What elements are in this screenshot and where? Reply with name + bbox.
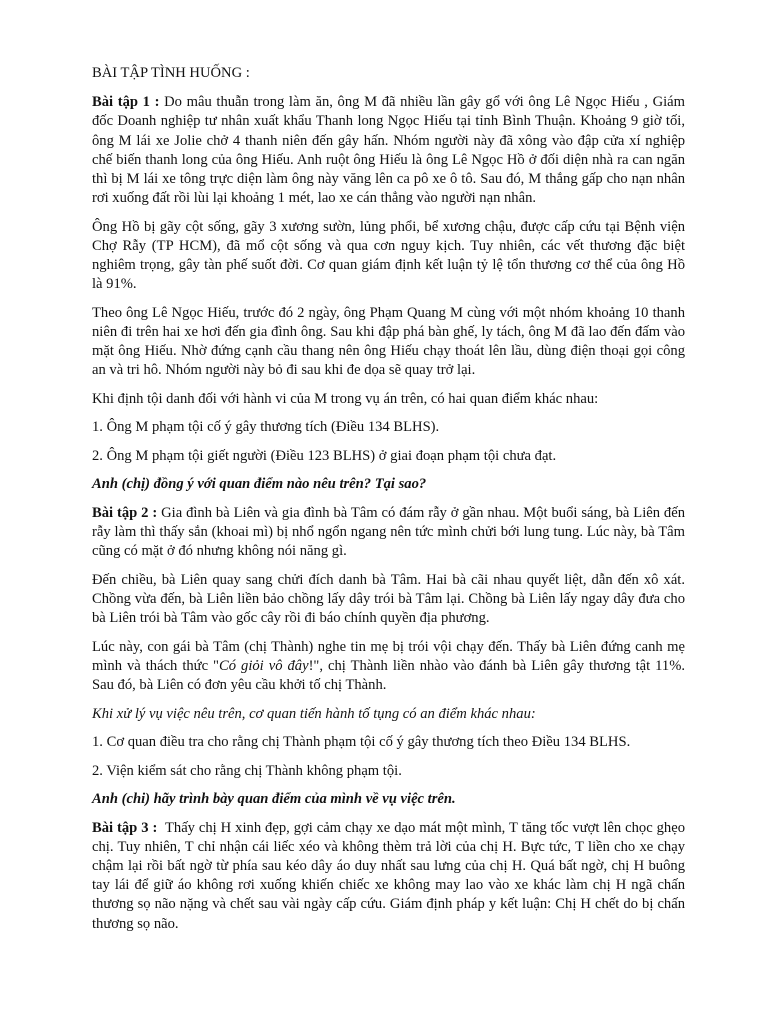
exercise-1-paragraph-2: Ông Hồ bị gãy cột sống, gãy 3 xương sườn, lủng phổi, bể xương chậu, được cấp cứu tại Bệnh viện Chợ Rẫy (TP HCM), đã mổ cột sống và qua cơn nguy kịch. Tuy nhiên, các vết thương đặc biệt nghiêm trọng, gây tàn phế suốt đời. Cơ quan giám định kết luận tỷ lệ tổn thương cơ thể của ông Hồ là 91%. — [92, 218, 685, 293]
exercise-1-text-1: Do mâu thuẫn trong làm ăn, ông M đã nhiều lần gây gổ với ông Lê Ngọc Hiếu , Giám đốc Doanh nghiệp tư nhân xuất khẩu Thanh long Ngọc Hiếu tại tỉnh Bình Thuận. Khoảng 9 giờ tối, ông M lái xe Jolie chở 4 thanh niên đến gây hấn. Nhóm người này đã xông vào đập cửa xí nghiệp chế biến thanh long của ông Hiếu. Anh ruột ông Hiếu là ông Lê Ngọc Hồ ở đối diện nhà ra can ngăn thì bị M lái xe tông trực diện làm ông này văng lên ca pô xe ô tô. Sau đó, M thắng gấp cho nạn nhân rơi xuống đất rồi lùi lại khoảng 1 mét, lao xe cán thẳng vào người nạn nhân. — [92, 94, 685, 207]
exercise-1-paragraph-1 — [92, 93, 685, 208]
exercise-2-paragraph-1 — [92, 504, 685, 562]
exercise-2-paragraph-4: Khi xử lý vụ việc nêu trên, cơ quan tiến hành tố tụng có an điểm khác nhau: — [92, 705, 536, 722]
exercise-1-option-2: 2. Ông M phạm tội giết người (Điều 123 BLHS) ở giai đoạn phạm tội chưa đạt. — [92, 447, 557, 464]
exercise-2-option-1: 1. Cơ quan điều tra cho rằng chị Thành phạm tội cố ý gây thương tích theo Điều 134 BLHS. — [92, 734, 631, 751]
exercise-2-paragraph-2: Đến chiều, bà Liên quay sang chửi đích danh bà Tâm. Hai bà cãi nhau quyết liệt, dẫn đến xô xát. Chồng vừa đến, bà Liên liền bảo chồng lấy dây trói bà Tâm lại. Chồng bà Liên lấy ngay dây đưa cho bà Liên trói bà Tâm vào gốc cây rồi đi báo chính quyền địa phương. — [92, 571, 685, 627]
exercise-2-text-3b: !", chị Thành liền nhào vào đánh bà Liên gây thương tật 11%. Sau đó, bà Liên có đơn yêu cầu khởi tố chị Thành. — [92, 657, 685, 694]
exercise-3-paragraph-1 — [92, 819, 689, 934]
exercise-1-paragraph-4: Khi định tội danh đối với hành vi của M trong vụ án trên, có hai quan điểm khác nhau: — [92, 390, 599, 407]
exercise-1-question: Anh (chị) đồng ý với quan điểm nào nêu trên? Tại sao? — [92, 476, 427, 493]
exercise-1-label: Bài tập 1 : — [92, 94, 160, 111]
exercise-3-text-1: Thấy chị H xinh đẹp, gợi cảm chạy xe dạo mát một mình, T tăng tốc vượt lên chọc ghẹo chị. Tuy nhiên, T chỉ nhận cái liếc xéo và không thèm trả lời của chị H. Bực tức, T liền cho xe chạy chậm lại rồi bất ngờ từ phía sau kéo dây áo duy nhất sau lưng của chị H. Quá bất ngờ, chị H buông tay lái để giữ áo không rơi xuống khiến chiếc xe không may lao vào xe khác làm chị H ngã chấn thương sọ não nặng và chết sau vài ngày cấp cứu. Giám định pháp y kết luận: Chị H chết do bị chấn thương sọ não. — [92, 819, 689, 932]
document-title: BÀI TẬP TÌNH HUỐNG : — [92, 65, 250, 81]
exercise-2-text-3a: Lúc này, con gái bà Tâm (chị Thành) nghe tin mẹ bị trói vội chạy đến. Thấy bà Liên đứng canh mẹ mình và thách thức " — [92, 638, 685, 674]
exercise-2-quote: Có giỏi vô đây — [219, 657, 309, 674]
exercise-2-paragraph-3 — [92, 638, 685, 696]
exercise-1-paragraph-3: Theo ông Lê Ngọc Hiếu, trước đó 2 ngày, ông Phạm Quang M cùng với một nhóm khoảng 10 thanh niên đi trên hai xe hơi đến gia đình ông. Sau khi đập phá bàn ghế, ly tách, ông M đã lao đến đấm vào mặt ông Hiếu. Nhờ đứng cạnh cầu thang nên ông Hiếu chạy thoát lên lầu, dùng điện thoại gọi công an và tri hô. Nhóm người này bỏ đi sau khi đe dọa sẽ quay trở lại. — [92, 304, 685, 379]
exercise-3-label: Bài tập 3 : — [92, 819, 158, 836]
exercise-2-text-1: Gia đình bà Liên và gia đình bà Tâm có đám rẫy ở gần nhau. Một buổi sáng, bà Liên đến rẫy làm thì thấy sắn (khoai mì) bị nhổ ngổn ngang nên tức mình chửi bới lung tung. Lúc này, bà Tâm cũng có mặt ở đó nhưng không nói năng gì. — [92, 504, 685, 560]
exercise-2-option-2: 2. Viện kiểm sát cho rằng chị Thành không phạm tội. — [92, 762, 402, 779]
exercise-2-label: Bài tập 2 : — [92, 504, 158, 521]
exercise-1-option-1: 1. Ông M phạm tội cố ý gây thương tích (Điều 134 BLHS). — [92, 419, 440, 436]
document-page — [92, 64, 689, 943]
exercise-2-question: Anh (chi) hãy trình bày quan điểm của mình về vụ việc trên. — [92, 791, 456, 808]
